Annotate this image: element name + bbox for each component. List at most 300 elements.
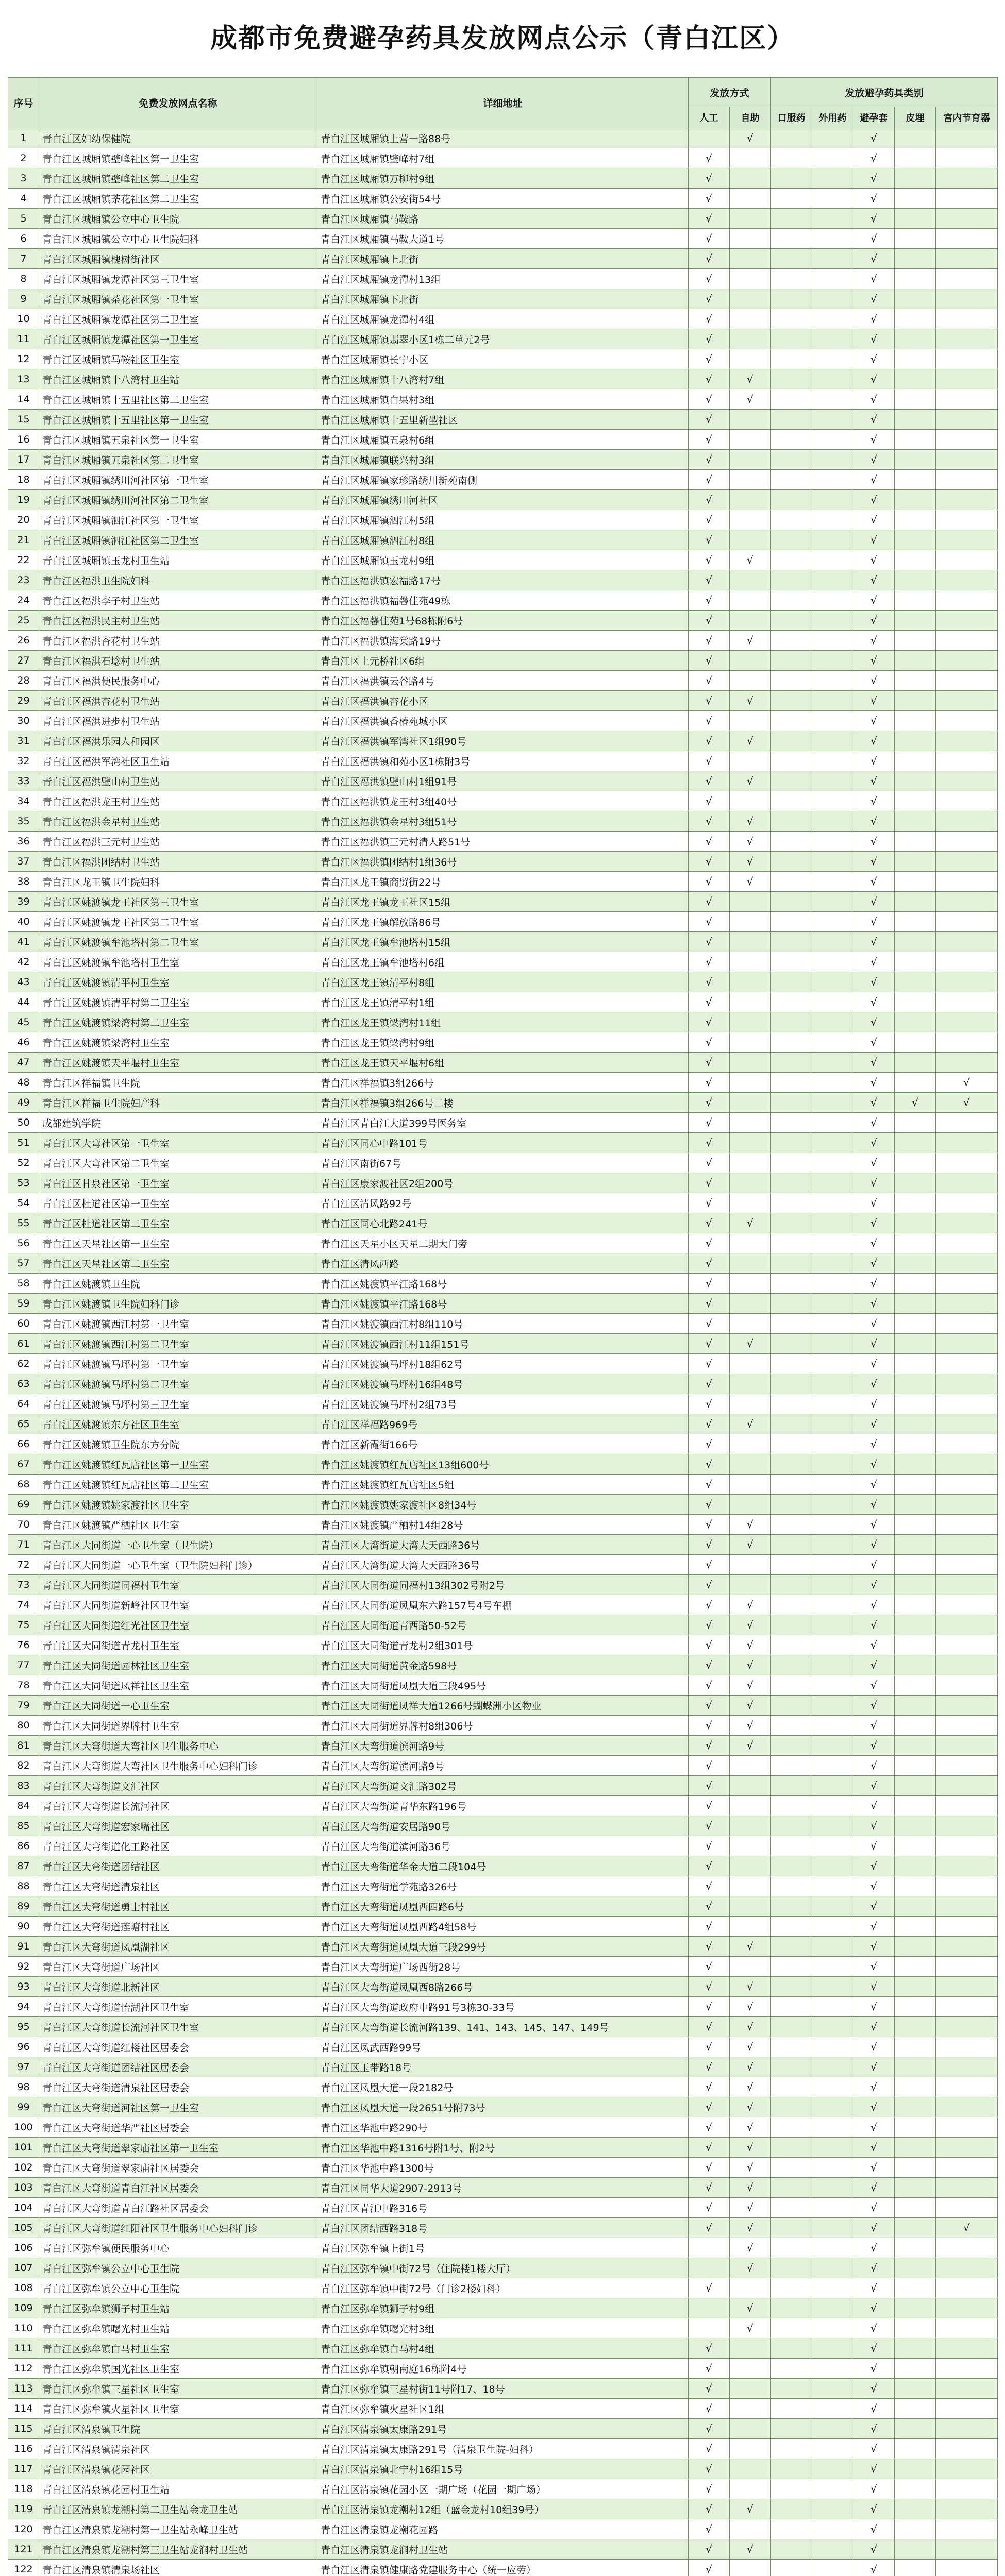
site-address: 青白江区城厢镇五泉村6组 — [317, 430, 689, 450]
check-manual: √ — [689, 349, 730, 369]
check-self-service — [730, 510, 771, 530]
check-iud — [936, 2178, 998, 2198]
check-oral — [771, 1233, 812, 1253]
check-iud — [936, 1515, 998, 1535]
check-condom: √ — [853, 470, 895, 490]
check-implant — [895, 711, 936, 731]
table-row — [8, 249, 998, 269]
row-index: 42 — [8, 952, 39, 972]
site-name: 青白江区姚渡镇清平村卫生室 — [39, 972, 317, 992]
check-topical — [812, 349, 853, 369]
site-address: 青白江区大同街道界牌村8组306号 — [317, 1716, 689, 1736]
check-implant — [895, 1776, 936, 1796]
check-topical — [812, 2238, 853, 2258]
site-address: 青白江区姚渡镇平江路168号 — [317, 1274, 689, 1294]
check-condom: √ — [853, 751, 895, 771]
site-address: 青白江区龙王镇清平村8组 — [317, 972, 689, 992]
check-implant — [895, 1193, 936, 1213]
row-index: 92 — [8, 1957, 39, 1977]
check-self-service: √ — [730, 631, 771, 651]
table-row — [8, 631, 998, 651]
table-row — [8, 2379, 998, 2399]
check-self-service — [730, 1032, 771, 1053]
check-oral — [771, 1535, 812, 1555]
check-topical — [812, 1635, 853, 1655]
check-implant — [895, 2238, 936, 2258]
row-index: 57 — [8, 1253, 39, 1274]
table-row — [8, 1997, 998, 2017]
check-manual: √ — [689, 2077, 730, 2097]
check-oral — [771, 2077, 812, 2097]
check-oral — [771, 1314, 812, 1334]
site-name: 青白江区甘泉社区第一卫生室 — [39, 1173, 317, 1193]
table-row — [8, 1937, 998, 1957]
check-self-service: √ — [730, 2318, 771, 2338]
table-row — [8, 309, 998, 329]
check-self-service — [730, 530, 771, 550]
check-manual: √ — [689, 952, 730, 972]
check-topical — [812, 2560, 853, 2576]
table-row — [8, 550, 998, 570]
check-iud — [936, 1012, 998, 1032]
check-implant — [895, 791, 936, 811]
row-index: 43 — [8, 972, 39, 992]
check-condom: √ — [853, 1394, 895, 1414]
check-self-service — [730, 1836, 771, 1856]
site-name: 青白江区大弯街道红楼社区居委会 — [39, 2037, 317, 2057]
check-oral — [771, 1816, 812, 1836]
check-self-service — [730, 249, 771, 269]
check-manual: √ — [689, 1233, 730, 1253]
row-index: 112 — [8, 2359, 39, 2379]
row-index: 37 — [8, 852, 39, 872]
check-condom: √ — [853, 1314, 895, 1334]
site-address: 青白江区凤武西路99号 — [317, 2037, 689, 2057]
check-iud — [936, 1756, 998, 1776]
check-self-service: √ — [730, 691, 771, 711]
check-manual: √ — [689, 1696, 730, 1716]
check-self-service: √ — [730, 1595, 771, 1615]
check-condom: √ — [853, 711, 895, 731]
check-implant — [895, 2359, 936, 2379]
check-topical — [812, 510, 853, 530]
check-iud — [936, 1876, 998, 1896]
check-oral — [771, 1133, 812, 1153]
check-condom: √ — [853, 1173, 895, 1193]
row-index: 89 — [8, 1896, 39, 1917]
site-name: 青白江区福洪军湾社区卫生站 — [39, 751, 317, 771]
check-topical — [812, 751, 853, 771]
site-address: 青白江区青江中路316号 — [317, 2198, 689, 2218]
check-manual: √ — [689, 631, 730, 651]
check-condom: √ — [853, 2238, 895, 2258]
check-iud — [936, 1454, 998, 1475]
site-name: 青白江区龙王镇卫生院妇科 — [39, 872, 317, 892]
check-oral — [771, 892, 812, 912]
check-oral — [771, 168, 812, 189]
check-condom: √ — [853, 269, 895, 289]
check-manual: √ — [689, 550, 730, 570]
site-name: 青白江区弥牟镇国光社区卫生室 — [39, 2359, 317, 2379]
check-oral — [771, 2419, 812, 2439]
check-self-service — [730, 2359, 771, 2379]
check-oral — [771, 530, 812, 550]
check-self-service — [730, 590, 771, 611]
check-condom: √ — [853, 1294, 895, 1314]
row-index: 11 — [8, 329, 39, 349]
check-implant — [895, 2097, 936, 2117]
check-iud — [936, 651, 998, 671]
check-implant — [895, 892, 936, 912]
check-condom: √ — [853, 1193, 895, 1213]
check-oral — [771, 2479, 812, 2499]
check-oral — [771, 1374, 812, 1394]
check-oral — [771, 972, 812, 992]
check-implant — [895, 2338, 936, 2359]
table-row — [8, 2017, 998, 2037]
check-oral — [771, 1776, 812, 1796]
check-iud — [936, 2419, 998, 2439]
table-row — [8, 1334, 998, 1354]
check-manual: √ — [689, 832, 730, 852]
site-address: 青白江区华池中路290号 — [317, 2117, 689, 2138]
site-address: 青白江区福洪镇云谷路4号 — [317, 671, 689, 691]
table-header — [8, 78, 998, 128]
table-row — [8, 1274, 998, 1294]
check-topical — [812, 1615, 853, 1635]
check-oral — [771, 450, 812, 470]
check-iud — [936, 168, 998, 189]
table-row — [8, 1012, 998, 1032]
check-self-service — [730, 349, 771, 369]
check-oral — [771, 1354, 812, 1374]
check-implant — [895, 2298, 936, 2318]
check-oral — [771, 651, 812, 671]
check-implant — [895, 631, 936, 651]
site-address: 青白江区弥牟镇朝南庭16栋附4号 — [317, 2359, 689, 2379]
check-self-service: √ — [730, 1615, 771, 1635]
check-iud — [936, 872, 998, 892]
check-condom: √ — [853, 1756, 895, 1776]
site-address: 青白江区弥牟镇上街1号 — [317, 2238, 689, 2258]
check-self-service — [730, 1394, 771, 1414]
site-name: 青白江区福洪进步村卫生站 — [39, 711, 317, 731]
check-iud — [936, 1113, 998, 1133]
check-condom: √ — [853, 1454, 895, 1475]
check-topical — [812, 1836, 853, 1856]
check-implant — [895, 2037, 936, 2057]
row-index: 44 — [8, 992, 39, 1012]
check-oral — [771, 128, 812, 148]
row-index: 24 — [8, 590, 39, 611]
table-row — [8, 1655, 998, 1675]
check-condom: √ — [853, 2338, 895, 2359]
site-name: 青白江区姚渡镇西江村第二卫生室 — [39, 1334, 317, 1354]
check-oral — [771, 1716, 812, 1736]
header-condom: 避孕套 — [853, 107, 895, 128]
check-manual: √ — [689, 309, 730, 329]
check-self-service — [730, 1796, 771, 1816]
table-row — [8, 2459, 998, 2479]
row-index: 73 — [8, 1575, 39, 1595]
check-iud — [936, 1716, 998, 1736]
site-name: 青白江区大弯街道长流河社区 — [39, 1796, 317, 1816]
check-condom: √ — [853, 1133, 895, 1153]
check-condom: √ — [853, 1675, 895, 1696]
check-implant — [895, 1535, 936, 1555]
site-name: 青白江区大同街道一心卫生室（卫生院） — [39, 1535, 317, 1555]
check-manual: √ — [689, 1977, 730, 1997]
site-name: 青白江区福洪杏花村卫生站 — [39, 631, 317, 651]
check-iud — [936, 992, 998, 1012]
check-self-service — [730, 791, 771, 811]
check-implant — [895, 811, 936, 832]
site-name: 青白江区大同街道园林社区卫生室 — [39, 1655, 317, 1675]
check-topical — [812, 1093, 853, 1113]
check-oral — [771, 1937, 812, 1957]
check-manual: √ — [689, 209, 730, 229]
check-manual: √ — [689, 2539, 730, 2560]
table-row — [8, 2278, 998, 2298]
check-manual: √ — [689, 329, 730, 349]
check-self-service: √ — [730, 128, 771, 148]
check-oral — [771, 510, 812, 530]
check-implant — [895, 952, 936, 972]
site-name: 青白江区大弯街道青白江社区居委会 — [39, 2178, 317, 2198]
check-self-service — [730, 2379, 771, 2399]
check-topical — [812, 1896, 853, 1917]
check-topical — [812, 1675, 853, 1696]
site-address: 青白江区清泉镇龙润村卫生站 — [317, 2539, 689, 2560]
check-self-service — [730, 410, 771, 430]
check-iud — [936, 1615, 998, 1635]
site-address: 青白江区大同街道凤祥大道1266号蝴蝶洲小区物业 — [317, 1696, 689, 1716]
site-address: 青白江区福洪镇香椿苑城小区 — [317, 711, 689, 731]
site-address: 青白江区龙王镇解放路86号 — [317, 912, 689, 932]
check-implant — [895, 289, 936, 309]
site-address: 青白江区龙王镇牟池塔村6组 — [317, 952, 689, 972]
row-index: 2 — [8, 148, 39, 168]
table-row — [8, 430, 998, 450]
check-topical — [812, 389, 853, 410]
check-self-service — [730, 1555, 771, 1575]
site-address: 青白江区城厢镇白果村3组 — [317, 389, 689, 410]
check-manual: √ — [689, 1675, 730, 1696]
site-address: 青白江区大湾街道大湾大天西路36号 — [317, 1535, 689, 1555]
check-implant — [895, 731, 936, 751]
row-index: 88 — [8, 1876, 39, 1896]
row-index: 18 — [8, 470, 39, 490]
check-self-service — [730, 671, 771, 691]
check-condom: √ — [853, 791, 895, 811]
check-iud: √ — [936, 2218, 998, 2238]
site-name: 青白江区大弯街道翠家庙社区居委会 — [39, 2158, 317, 2178]
site-name: 青白江区大弯街道河社区第一卫生室 — [39, 2097, 317, 2117]
check-implant — [895, 269, 936, 289]
check-iud — [936, 631, 998, 651]
table-row — [8, 148, 998, 168]
check-manual: √ — [689, 1615, 730, 1635]
check-implant — [895, 1233, 936, 1253]
table-row — [8, 2499, 998, 2519]
site-name: 青白江区清泉镇花园社区 — [39, 2459, 317, 2479]
check-implant — [895, 1655, 936, 1675]
check-topical — [812, 1555, 853, 1575]
check-condom: √ — [853, 369, 895, 389]
check-condom: √ — [853, 410, 895, 430]
check-implant — [895, 1495, 936, 1515]
row-index: 66 — [8, 1434, 39, 1454]
row-index: 116 — [8, 2439, 39, 2459]
check-self-service — [730, 269, 771, 289]
check-manual: √ — [689, 1515, 730, 1535]
check-self-service: √ — [730, 389, 771, 410]
check-condom: √ — [853, 2017, 895, 2037]
site-address: 青白江区姚渡镇平江路168号 — [317, 1294, 689, 1314]
site-name: 青白江区姚渡镇龙王社区第三卫生室 — [39, 892, 317, 912]
table-row — [8, 1696, 998, 1716]
check-manual: √ — [689, 289, 730, 309]
check-manual: √ — [689, 1334, 730, 1354]
check-self-service — [730, 1113, 771, 1133]
check-iud — [936, 410, 998, 430]
check-iud — [936, 1997, 998, 2017]
check-manual: √ — [689, 450, 730, 470]
check-topical — [812, 1294, 853, 1314]
check-manual: √ — [689, 2359, 730, 2379]
check-condom: √ — [853, 2178, 895, 2198]
check-manual: √ — [689, 1153, 730, 1173]
check-self-service: √ — [730, 1635, 771, 1655]
check-iud — [936, 2379, 998, 2399]
table-row — [8, 389, 998, 410]
check-self-service: √ — [730, 1655, 771, 1675]
check-implant — [895, 1756, 936, 1776]
check-iud — [936, 2057, 998, 2077]
check-implant — [895, 470, 936, 490]
site-name: 青白江区大弯街道莲塘村社区 — [39, 1917, 317, 1937]
check-implant — [895, 329, 936, 349]
table-row — [8, 811, 998, 832]
check-condom: √ — [853, 2138, 895, 2158]
site-name: 青白江区大同街道红光社区卫生室 — [39, 1615, 317, 1635]
check-self-service — [730, 2399, 771, 2419]
check-condom: √ — [853, 912, 895, 932]
check-implant — [895, 1253, 936, 1274]
check-topical — [812, 2359, 853, 2379]
row-index: 115 — [8, 2419, 39, 2439]
check-topical — [812, 2318, 853, 2338]
check-topical — [812, 1997, 853, 2017]
check-manual: √ — [689, 1836, 730, 1856]
row-index: 61 — [8, 1334, 39, 1354]
table-row — [8, 691, 998, 711]
table-row — [8, 892, 998, 912]
site-name: 青白江区姚渡镇卫生院东方分院 — [39, 1434, 317, 1454]
site-name: 青白江区大弯街道广场社区 — [39, 1957, 317, 1977]
check-implant — [895, 450, 936, 470]
check-condom: √ — [853, 450, 895, 470]
site-address: 青白江区凤凰大道一段2651号附73号 — [317, 2097, 689, 2117]
check-oral — [771, 2379, 812, 2399]
check-iud — [936, 2539, 998, 2560]
site-name: 青白江区姚渡镇马坪村第一卫生室 — [39, 1354, 317, 1374]
row-index: 31 — [8, 731, 39, 751]
check-oral — [771, 1113, 812, 1133]
check-iud — [936, 611, 998, 631]
check-oral — [771, 2178, 812, 2198]
table-row — [8, 209, 998, 229]
check-topical — [812, 2439, 853, 2459]
row-index: 5 — [8, 209, 39, 229]
site-address: 青白江区大弯街道凤凰大道三段299号 — [317, 1937, 689, 1957]
table-row — [8, 2097, 998, 2117]
table-row — [8, 530, 998, 550]
check-iud — [936, 1314, 998, 1334]
check-implant — [895, 590, 936, 611]
check-oral — [771, 1655, 812, 1675]
check-condom: √ — [853, 651, 895, 671]
site-name: 青白江区大弯街道红阳社区卫生服务中心妇科门诊 — [39, 2218, 317, 2238]
check-self-service — [730, 1274, 771, 1294]
site-address: 青白江区大弯街道滨河路9号 — [317, 1736, 689, 1756]
check-topical — [812, 1595, 853, 1615]
table-row — [8, 510, 998, 530]
site-name: 青白江区姚渡镇西江村第一卫生室 — [39, 1314, 317, 1334]
check-self-service — [730, 1575, 771, 1595]
row-index: 80 — [8, 1716, 39, 1736]
check-oral — [771, 1193, 812, 1213]
site-address: 青白江区城厢镇家珍路绣川新苑南侧 — [317, 470, 689, 490]
row-index: 110 — [8, 2318, 39, 2338]
site-address: 青白江区福洪镇龙王村3组40号 — [317, 791, 689, 811]
check-condom: √ — [853, 852, 895, 872]
check-iud — [936, 1414, 998, 1434]
check-implant — [895, 1374, 936, 1394]
check-manual: √ — [689, 1736, 730, 1756]
check-topical — [812, 1213, 853, 1233]
check-oral — [771, 872, 812, 892]
check-condom: √ — [853, 2439, 895, 2459]
site-address: 青白江区姚渡镇马坪村18组62号 — [317, 1354, 689, 1374]
check-self-service: √ — [730, 369, 771, 389]
check-oral — [771, 2238, 812, 2258]
site-name: 青白江区大弯社区第一卫生室 — [39, 1133, 317, 1153]
table-row — [8, 1796, 998, 1816]
check-iud — [936, 1053, 998, 1073]
check-oral — [771, 1274, 812, 1294]
row-index: 107 — [8, 2258, 39, 2278]
header-address: 详细地址 — [317, 78, 689, 128]
check-condom: √ — [853, 1073, 895, 1093]
check-implant — [895, 2399, 936, 2419]
check-implant — [895, 1696, 936, 1716]
check-oral — [771, 1032, 812, 1053]
site-address: 青白江区龙王镇清平村1组 — [317, 992, 689, 1012]
site-name: 青白江区福洪三元村卫生站 — [39, 832, 317, 852]
check-self-service — [730, 2338, 771, 2359]
check-manual: √ — [689, 1073, 730, 1093]
row-index: 100 — [8, 2117, 39, 2138]
check-manual: √ — [689, 2560, 730, 2576]
table-row — [8, 1917, 998, 1937]
site-name: 青白江区姚渡镇龙王社区第二卫生室 — [39, 912, 317, 932]
site-address: 青白江区龙王镇龙王社区15组 — [317, 892, 689, 912]
check-iud — [936, 892, 998, 912]
site-address: 青白江区清泉镇健康路党建服务中心（统一应劳） — [317, 2560, 689, 2576]
header-method-group: 发放方式 — [689, 78, 771, 107]
check-implant — [895, 1274, 936, 1294]
